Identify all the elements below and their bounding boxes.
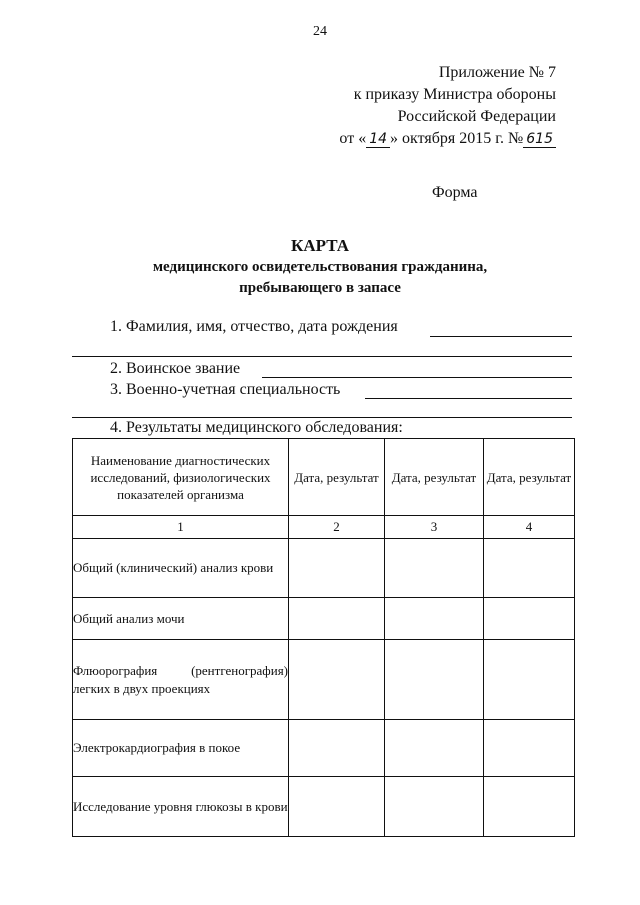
- field-label-specialty: 3. Военно-учетная специальность: [110, 381, 341, 398]
- header-date-result-3: Дата, результат: [484, 439, 575, 516]
- date-middle: » октября 2015 г. №: [390, 130, 524, 147]
- result-cell[interactable]: [385, 539, 484, 598]
- result-cell[interactable]: [289, 598, 385, 640]
- result-cell[interactable]: [289, 640, 385, 720]
- result-cell[interactable]: [385, 720, 484, 777]
- header-date-result-2: Дата, результат: [385, 439, 484, 516]
- appendix-line-3: Российской Федерации: [397, 108, 556, 125]
- field-label-military-rank: 2. Воинское звание: [110, 360, 241, 377]
- row-test-name: Электрокардиография в покое: [73, 720, 289, 777]
- table-row: [73, 640, 575, 720]
- row-test-name: Исследование уровня глюкозы в крови: [73, 777, 289, 837]
- result-cell[interactable]: [385, 640, 484, 720]
- date-prefix: от «: [339, 130, 367, 147]
- appendix-date-line: [296, 128, 556, 150]
- result-cell[interactable]: [484, 640, 575, 720]
- page-number: 24: [313, 24, 327, 39]
- header-date-result-1: Дата, результат: [289, 439, 385, 516]
- handwritten-day: 14: [366, 131, 390, 148]
- results-table: [72, 438, 575, 837]
- field-label-full-name: 1. Фамилия, имя, отчество, дата рождения: [110, 318, 398, 335]
- result-cell[interactable]: [484, 539, 575, 598]
- field-line-specialty-continued[interactable]: [72, 417, 572, 418]
- table-row: [73, 720, 575, 777]
- row-test-name: Флюорография (рентгенография) легких в двух проекциях: [73, 640, 289, 720]
- table-header-row: [73, 439, 575, 516]
- form-label: Форма: [432, 184, 478, 201]
- document-subtitle-1: медицинского освидетельствования гражданина,: [152, 259, 488, 275]
- result-cell[interactable]: [289, 777, 385, 837]
- field-line-military-rank[interactable]: [262, 377, 572, 378]
- row-test-name: Общий анализ мочи: [73, 598, 289, 640]
- column-number: 4: [484, 516, 575, 539]
- field-line-full-name-continued[interactable]: [72, 356, 572, 357]
- header-test-name: Наименование диагностических исследований, физиологических показателей организма: [73, 439, 289, 516]
- appendix-header: [296, 62, 556, 150]
- document-title: КАРТА: [291, 236, 349, 255]
- column-number: 3: [385, 516, 484, 539]
- column-number: 2: [289, 516, 385, 539]
- result-cell[interactable]: [484, 777, 575, 837]
- handwritten-order-number: 615: [523, 131, 556, 148]
- table-row: [73, 598, 575, 640]
- result-cell[interactable]: [385, 598, 484, 640]
- column-number: 1: [73, 516, 289, 539]
- result-cell[interactable]: [484, 720, 575, 777]
- appendix-line-1: Приложение № 7: [438, 64, 556, 81]
- column-number-row: [73, 516, 575, 539]
- appendix-line-2: к приказу Министра обороны: [353, 86, 556, 103]
- table-row: [73, 539, 575, 598]
- document-subtitle-2: пребывающего в запасе: [239, 280, 401, 296]
- field-label-exam-results: 4. Результаты медицинского обследования:: [110, 419, 403, 436]
- table-row: [73, 777, 575, 837]
- result-cell[interactable]: [289, 539, 385, 598]
- row-test-name: Общий (клинический) анализ крови: [73, 539, 289, 598]
- field-line-specialty[interactable]: [365, 398, 572, 399]
- result-cell[interactable]: [385, 777, 484, 837]
- result-cell[interactable]: [289, 720, 385, 777]
- result-cell[interactable]: [484, 598, 575, 640]
- field-line-full-name[interactable]: [430, 336, 572, 337]
